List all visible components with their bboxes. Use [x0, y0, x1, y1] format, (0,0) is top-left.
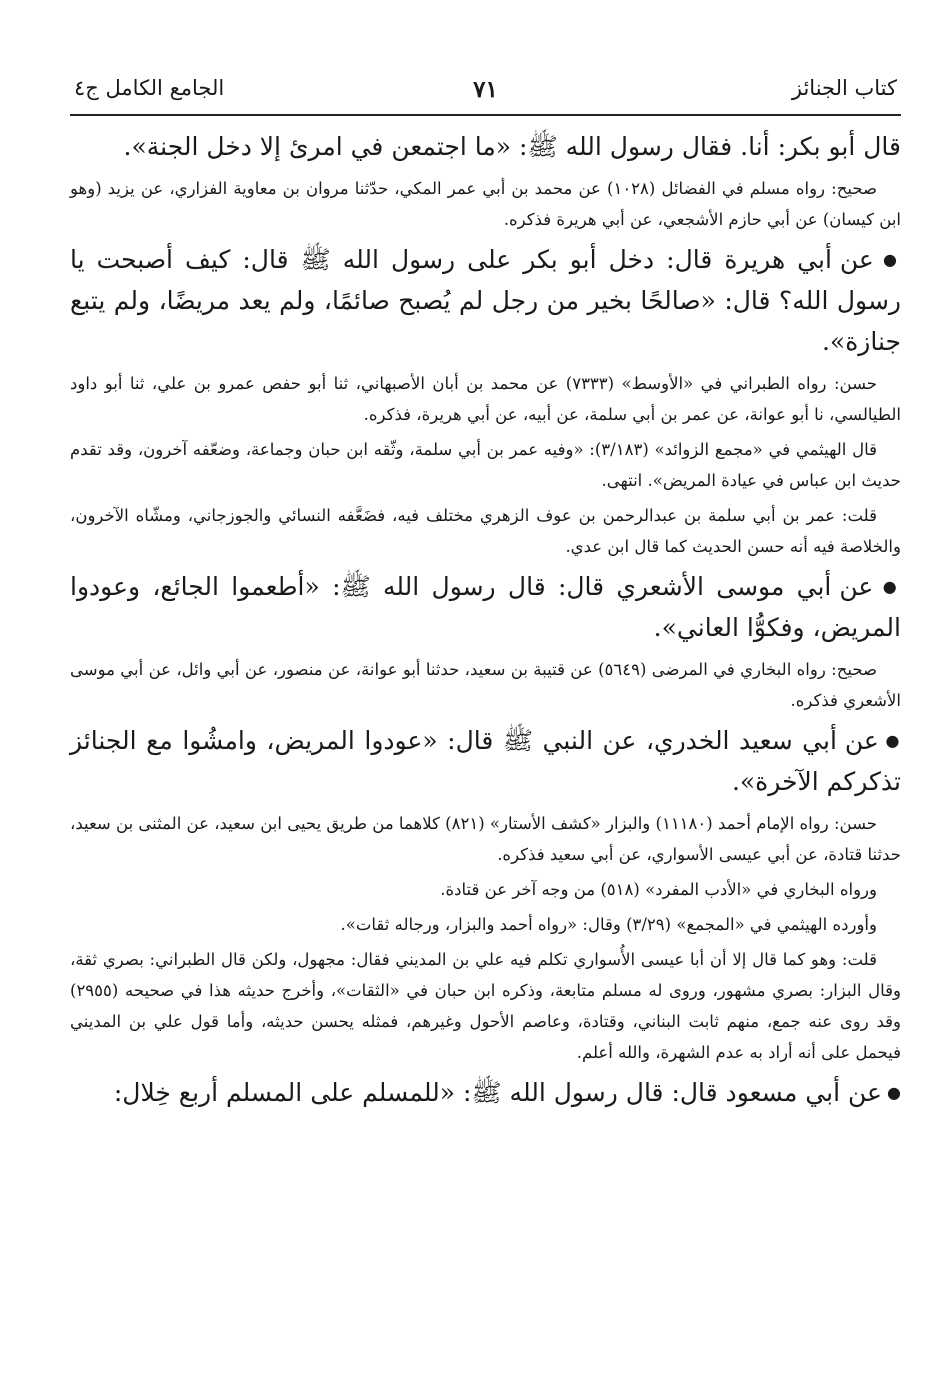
- book-page: [70, 70, 901, 1119]
- takhrij-note: صحيح: رواه مسلم في الفضائل (١٠٢٨) عن محمد بن أبي عمر المكي، حدّثنا مروان بن معاوية الفزاري، عن يزيد (وهو ابن كيسان) عن أبي حازم الأشجعي، عن أبي هريرة فذكره.: [70, 179, 901, 229]
- page-body: [70, 116, 901, 1113]
- section-title: كتاب الجنائز: [791, 76, 897, 100]
- hadith-text: ● عن أبي موسى الأشعري قال: قال رسول الله ﷺ: «أطعموا الجائع، وعودوا المريض، وفكوُّا العاني».: [70, 566, 901, 648]
- takhrij-note: قلت: عمر بن أبي سلمة بن عبدالرحمن بن عوف الزهري مختلف فيه، فضَعَّفه النسائي والجوزجاني، ومشّاه الآخرون، والخلاصة فيه أنه حسن الحديث كما قال ابن عدي.: [70, 506, 901, 556]
- takhrij-note: قال الهيثمي في «مجمع الزوائد» (٣/١٨٣): «وفيه عمر بن أبي سلمة، وثّقه ابن حبان وجماعة، وضعّفه آخرون، وقد تقدم حديث ابن عباس في عيادة المريض». انتهى.: [70, 440, 901, 490]
- hadith-text: ● عن أبي مسعود قال: قال رسول الله ﷺ: «للمسلم على المسلم أربع خِلال:: [70, 1072, 901, 1113]
- takhrij-note: وأورده الهيثمي في «المجمع» (٣/٢٩) وقال: «رواه أحمد والبزار، ورجاله ثقات».: [340, 915, 877, 934]
- takhrij-note: قلت: وهو كما قال إلا أن أبا عيسى الأُسواري تكلم فيه علي بن المديني فقال: مجهول، ولكن قال الطبراني: بصري ثقة، وقال البزار: بصري مشهور، وروى له مسلم متابعة، وذكره ابن حبان في «الثقات»، وأخرج حديثه هذا في صحيحه (٢٩٥٥) وقد روى عنه جمع، منهم ثابت البناني، وقتادة، وعاصم الأحول وغيرهم، فمثله يحسن حديثه، وأما قول علي بن المديني فيحمل على أنه أراد به عدم الشهرة، والله أعلم.: [70, 950, 901, 1062]
- takhrij-note: حسن: رواه الإمام أحمد (١١١٨٠) والبزار «كشف الأستار» (٨٢١) كلاهما من طريق يحيى ابن سعيد، عن المثنى بن سعيد، حدثنا قتادة، عن أبي عيسى الأسواري، عن أبي سعيد فذكره.: [70, 814, 901, 864]
- takhrij-note: صحيح: رواه البخاري في المرضى (٥٦٤٩) عن قتيبة بن سعيد، حدثنا أبو عوانة، عن منصور، عن أبي وائل، عن أبي موسى الأشعري فذكره.: [70, 660, 901, 710]
- takhrij-note: ورواه البخاري في «الأدب المفرد» (٥١٨) من وجه آخر عن قتادة.: [440, 880, 877, 899]
- takhrij-note: حسن: رواه الطبراني في «الأوسط» (٧٣٣٣) عن محمد بن أبان الأصبهاني، ثنا أبو حفص عمرو بن علي، ثنا أبو داود الطيالسي، نا أبو عوانة، عن عمر بن أبي سلمة، عن أبيه، عن أبي هريرة، فذكره.: [70, 374, 901, 424]
- page-number: ٧١: [473, 76, 498, 103]
- book-title: الجامع الكامل ج٤: [74, 76, 225, 100]
- hadith-text: ● عن أبي سعيد الخدري، عن النبي ﷺ قال: «عودوا المريض، وامشُوا مع الجنائز تذكركم الآخرة».: [70, 720, 901, 802]
- hadith-text: قال أبو بكر: أنا. فقال رسول الله ﷺ: «ما اجتمعن في امرئ إلا دخل الجنة».: [123, 132, 901, 161]
- hadith-text: ● عن أبي هريرة قال: دخل أبو بكر على رسول الله ﷺ قال: كيف أصبحت يا رسول الله؟ قال: «صالحًا بخير من رجل لم يُصبح صائمًا، ولم يعد مريضًا، ولم يتبع جنازة».: [70, 239, 901, 362]
- running-header: [70, 70, 901, 116]
